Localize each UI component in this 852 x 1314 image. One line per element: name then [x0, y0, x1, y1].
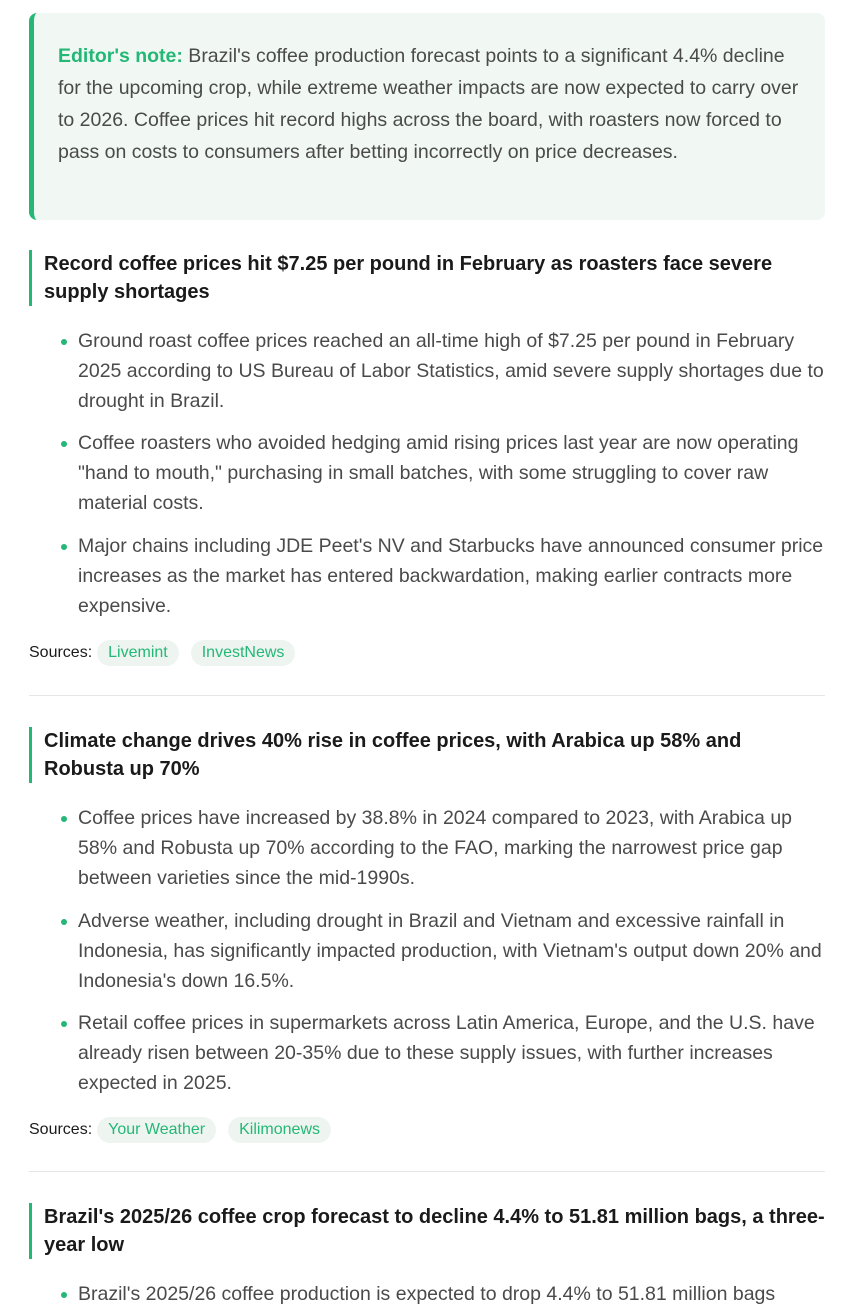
- story-bullet: [29, 803, 825, 893]
- sources-label: Sources:: [29, 1121, 93, 1138]
- source-chip-your-weather[interactable]: Your Weather: [97, 1117, 216, 1143]
- bullet-dot-icon: [61, 919, 67, 925]
- bullet-dot-icon: [61, 1021, 67, 1027]
- story-bullet: [29, 1279, 825, 1309]
- bullet-dot-icon: [61, 1292, 67, 1298]
- story-bullet: [29, 531, 825, 621]
- source-chip-livemint[interactable]: Livemint: [97, 640, 179, 666]
- story-card: [29, 250, 825, 661]
- story-bullet-list: [29, 326, 825, 621]
- story-bullet-text: Retail coffee prices in supermarkets across Latin America, Europe, and the U.S. have already risen between 20-35% due to these supply issues, with further increases expected in 2025.: [78, 1012, 815, 1094]
- story-bullet: [29, 326, 825, 416]
- bullet-dot-icon: [61, 339, 67, 345]
- section-divider: [29, 1171, 825, 1172]
- story-bullet: [29, 906, 825, 996]
- bullet-dot-icon: [61, 544, 67, 550]
- story-card: [29, 727, 825, 1138]
- sources-label: Sources:: [29, 644, 93, 661]
- story-headline: Climate change drives 40% rise in coffee prices, with Arabica up 58% and Robusta up 70%: [29, 727, 825, 783]
- story-bullet-text: Coffee roasters who avoided hedging amid rising prices last year are now operating "hand to mouth," purchasing in small batches, with some struggling to cover raw material costs.: [78, 432, 799, 514]
- story-bullet-list: [29, 1279, 825, 1309]
- story-bullet-list: [29, 803, 825, 1098]
- editor-note-text: Brazil's coffee production forecast points to a significant 4.4% decline for the upcoming crop, while extreme weather impacts are now expected to carry over to 2026. Coffee prices hit record highs across the board, with roasters now forced to pass on costs to consumers after betting incorrectly on price decreases.: [58, 45, 799, 163]
- story-bullet-text: Coffee prices have increased by 38.8% in 2024 compared to 2023, with Arabica up 58% and Robusta up 70% according to the FAO, marking the narrowest price gap between varieties since the mid-1990s.: [78, 807, 793, 889]
- story-bullet: [29, 1008, 825, 1098]
- story-headline: Record coffee prices hit $7.25 per pound in February as roasters face severe supply shortages: [29, 250, 825, 306]
- story-card: [29, 1203, 825, 1309]
- source-chip-investnews[interactable]: InvestNews: [191, 640, 296, 666]
- section-divider: [29, 695, 825, 696]
- story-bullet: [29, 428, 825, 518]
- story-bullet-text: Adverse weather, including drought in Brazil and Vietnam and excessive rainfall in Indonesia, has significantly impacted production, with Vietnam's output down 20% and Indonesia's down 16.5%.: [78, 910, 822, 992]
- bullet-dot-icon: [61, 441, 67, 447]
- editor-note-label: Editor's note:: [58, 45, 183, 67]
- story-headline: Brazil's 2025/26 coffee crop forecast to decline 4.4% to 51.81 million bags, a three-year low: [29, 1203, 825, 1259]
- sources-row: [29, 1117, 343, 1143]
- story-bullet-text: Brazil's 2025/26 coffee production is expected to drop 4.4% to 51.81 million bags: [78, 1283, 776, 1305]
- story-bullet-text: Major chains including JDE Peet's NV and Starbucks have announced consumer price increases as the market has entered backwardation, making earlier contracts more expensive.: [78, 535, 824, 617]
- editor-note: [29, 13, 825, 220]
- story-bullet-text: Ground roast coffee prices reached an all-time high of $7.25 per pound in February 2025 according to US Bureau of Labor Statistics, amid severe supply shortages due to drought in Brazil.: [78, 330, 824, 412]
- sources-row: [29, 640, 307, 666]
- source-chip-kilimonews[interactable]: Kilimonews: [228, 1117, 331, 1143]
- bullet-dot-icon: [61, 816, 67, 822]
